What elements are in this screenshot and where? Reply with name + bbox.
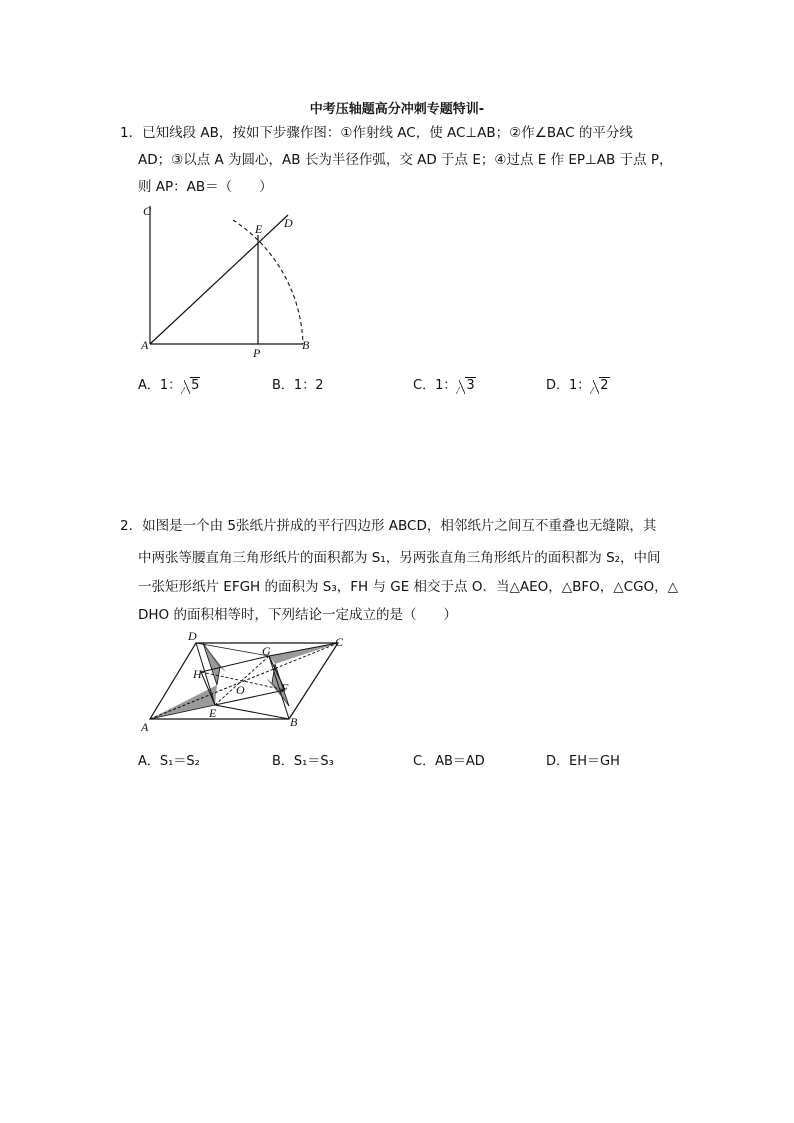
sqrt-icon: 2 — [590, 378, 609, 393]
sqrt-icon: 5 — [181, 378, 200, 393]
q1-text-line2: AD；③以点 A 为圆心，AB 长为半径作弧，交 AD 于点 E；④过点 E 作 EP⊥AB 于点 P， — [138, 152, 673, 168]
label-P: P — [253, 346, 261, 360]
q2-option-a: A．S₁＝S₂ — [138, 754, 200, 769]
label-E: E — [255, 222, 263, 236]
diagonal-AC-dashed — [150, 643, 338, 719]
label-A: A — [141, 720, 149, 733]
label-B: B — [302, 338, 310, 352]
label-D: D — [284, 216, 293, 230]
q1-figure — [135, 198, 325, 363]
label-F: F — [281, 681, 289, 695]
label-C: C — [143, 204, 152, 218]
q2-text-line1: 2．如图是一个由 5张纸片拼成的平行四边形 ABCD，相邻纸片之间互不重叠也无缝隙，其 — [120, 518, 657, 534]
q1-option-c: C．1： 3 — [413, 378, 475, 393]
q2-text-line3: 一张矩形纸片 EFGH 的面积为 S₃，FH 与 GE 相交于点 O．当△AEO，△BFO，△CGO，△ — [138, 579, 679, 595]
triangle-AHD-shaded — [203, 643, 220, 685]
label-O: O — [236, 683, 245, 697]
label-D: D — [188, 629, 197, 643]
diagonal-EG — [215, 656, 269, 705]
label-A: A — [141, 338, 149, 352]
q1-text-line3: 则 AP：AB＝（ ） — [138, 179, 273, 195]
q1-option-d: D．1： 2 — [546, 378, 609, 393]
segment-EB — [215, 705, 289, 719]
q2-option-c: C．AB＝AD — [413, 754, 485, 769]
q2-option-d: D．EH＝GH — [546, 754, 620, 769]
label-C: C — [335, 635, 344, 649]
label-G: G — [262, 644, 271, 658]
arc-dashed — [233, 220, 303, 344]
triangle-CGH-shaded — [269, 643, 338, 664]
q1-option-b: B．1：2 — [272, 378, 324, 393]
sqrt-icon: 3 — [456, 378, 475, 393]
q1-text-line1: 1．已知线段 AB，按如下步骤作图：①作射线 AC，使 AC⊥AB；②作∠BAC 的平分线 — [120, 125, 633, 141]
label-E: E — [209, 706, 217, 720]
q2-text-line4: DHO 的面积相等时，下列结论一定成立的是（ ） — [138, 607, 457, 623]
label-B: B — [290, 715, 298, 729]
q1-option-a: A．1： 5 — [138, 378, 200, 393]
page-title: 中考压轴题高分冲刺专题特训- — [309, 102, 485, 117]
ray-AD — [150, 215, 288, 344]
label-H: H — [193, 667, 202, 681]
q2-figure — [138, 628, 358, 733]
q2-text-line2: 中两张等腰直角三角形纸片的面积都为 S₁，另两张直角三角形纸片的面积都为 S₂，中间 — [138, 550, 661, 566]
q2-option-b: B．S₁＝S₃ — [272, 754, 334, 769]
